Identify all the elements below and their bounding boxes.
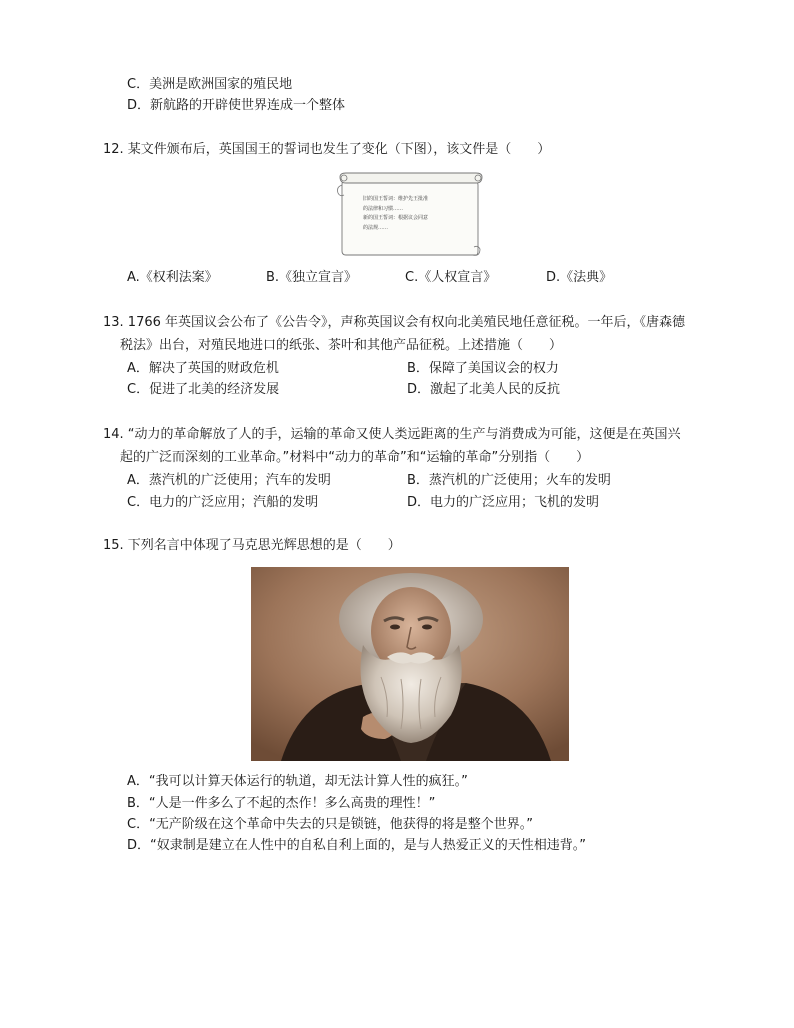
scroll-line: 的法律和习惯……: [363, 205, 404, 212]
q13-option-a: A．解决了英国的财政危机: [127, 361, 279, 376]
q11-option-d: D．新航路的开辟使世界连成一个整体: [127, 98, 346, 113]
q12-option-d: D.《法典》: [546, 270, 613, 285]
scroll-line: 的法规……: [363, 224, 389, 231]
q12-scroll-figure: [336, 171, 484, 259]
q12-option-a: A.《权利法案》: [127, 270, 218, 285]
marx-portrait-image: [251, 567, 569, 761]
q15-option-b: B．“人是一件多么了不起的杰作！多么高贵的理性！”: [127, 796, 436, 811]
q14-option-c: C．电力的广泛应用；汽船的发明: [127, 495, 319, 510]
q15-stem: 15. 下列名言中体现了马克思光辉思想的是（ ）: [103, 538, 401, 553]
q15-option-a: A．“我可以计算天体运行的轨道，却无法计算人性的疯狂。”: [127, 774, 468, 789]
q14-option-d: D．电力的广泛应用；飞机的发明: [407, 495, 600, 510]
q13-stem-line2: 税法》出台，对殖民地进口的纸张、茶叶和其他产品征税。上述措施（ ）: [120, 338, 563, 353]
q15-option-d: D．“奴隶制是建立在人性中的自私自利上面的，是与人热爱正义的天性相违背。”: [127, 838, 586, 853]
scroll-line: 新的国王誓词：根据议会同意: [363, 215, 429, 221]
q13-option-d: D．激起了北美人民的反抗: [407, 382, 561, 397]
q13-stem-line1: 13. 1766 年英国议会公布了《公告令》，声称英国议会有权向北美殖民地任意征税。一年后，《唐森德: [103, 315, 686, 330]
q13-option-c: C．促进了北美的经济发展: [127, 382, 280, 397]
q14-stem-line1: 14. “动力的革命解放了人的手，运输的革命又使人类远距离的生产与消费成为可能，这便是在英国兴: [103, 427, 681, 442]
scroll-line: 旧的国王誓词：维护先王批准: [363, 196, 429, 202]
q12-option-c: C.《人权宣言》: [405, 270, 497, 285]
scroll-oath-text: [363, 195, 428, 233]
q15-option-c: C．“无产阶级在这个革命中失去的只是锁链，他获得的将是整个世界。”: [127, 817, 534, 832]
q13-option-b: B．保障了美国议会的权力: [407, 361, 559, 376]
q14-option-a: A．蒸汽机的广泛使用；汽车的发明: [127, 473, 331, 488]
q12-option-b: B.《独立宣言》: [266, 270, 358, 285]
q11-option-c: C．美洲是欧洲国家的殖民地: [127, 77, 293, 92]
q12-stem: 12. 某文件颁布后，英国国王的誓词也发生了变化（下图），该文件是（ ）: [103, 142, 551, 157]
portrait-illustration: [251, 567, 569, 761]
q14-option-b: B．蒸汽机的广泛使用；火车的发明: [407, 473, 611, 488]
q14-stem-line2: 起的广泛而深刻的工业革命。”材料中“动力的革命”和“运输的革命”分别指（ ）: [120, 450, 590, 465]
